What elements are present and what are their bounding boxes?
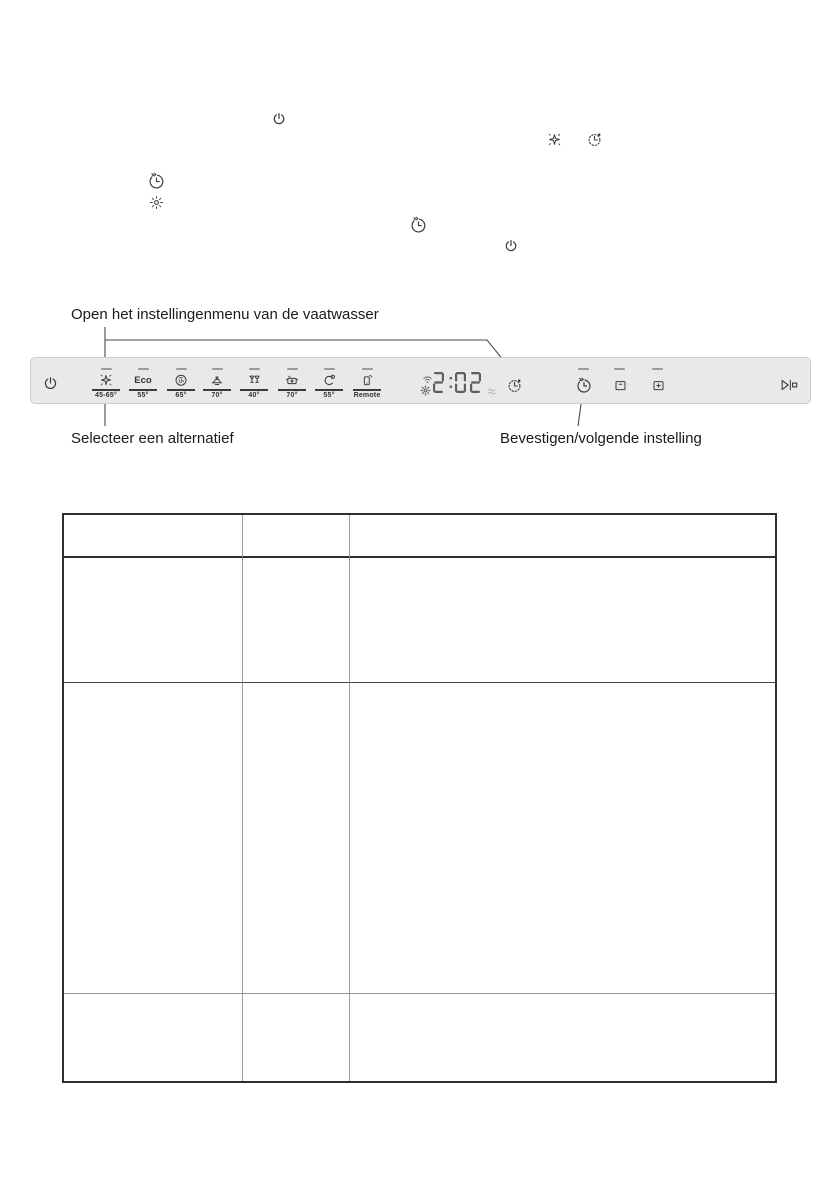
- indicator-dash: [287, 368, 298, 370]
- program-button-one-hour[interactable]: [166, 368, 196, 404]
- program-underline: [315, 389, 343, 391]
- program-underline: [353, 389, 381, 391]
- svg-text:1h: 1h: [178, 379, 184, 385]
- minus-box-icon: [613, 378, 628, 393]
- settings-clock-icon: [506, 377, 523, 394]
- callout-open-settings-menu: Open het instellingenmenu van de vaatwasser: [71, 306, 379, 323]
- delay-start-icon: [409, 215, 428, 234]
- table-cell: [64, 558, 243, 683]
- callout-select-alternative: Selecteer een alternatief: [71, 430, 234, 447]
- indicator-dash: [249, 368, 260, 370]
- delay-start-button[interactable]: [575, 376, 593, 394]
- program-button-glass[interactable]: [239, 368, 269, 404]
- power-icon: [504, 239, 518, 253]
- indicator-dash: [176, 368, 187, 370]
- program-temp-label: 70°: [286, 392, 298, 399]
- program-underline: [167, 389, 195, 391]
- time-display: [433, 372, 483, 393]
- quick-program-icon: [99, 373, 113, 387]
- table-cell: [64, 994, 243, 1081]
- dish-icon: [210, 373, 224, 387]
- program-underline: [278, 389, 306, 391]
- indicator-dash: [138, 368, 149, 370]
- program-button-remote[interactable]: [352, 368, 382, 404]
- program-temp-label: 55°: [323, 392, 335, 399]
- power-icon: [272, 112, 286, 126]
- table-header-cell: [243, 515, 350, 558]
- delay-start-icon: [147, 171, 166, 190]
- eco-label: Eco: [134, 375, 152, 386]
- settings-clock-button[interactable]: [506, 377, 523, 394]
- indicator-dash: [652, 368, 663, 370]
- program-temp-label: Remote: [353, 392, 381, 399]
- remote-phone-icon: [360, 373, 374, 387]
- wifi-icon: [422, 374, 433, 384]
- program-temp-label: 70°: [211, 392, 223, 399]
- brightness-icon: [149, 195, 164, 210]
- quick-program-icon: [547, 132, 562, 147]
- table-header-cell: [350, 515, 775, 558]
- delay-start-icon: [575, 376, 593, 394]
- indicator-dash: [578, 368, 589, 370]
- settings-table: [62, 513, 777, 1083]
- program-button-machine-care[interactable]: [277, 368, 307, 404]
- program-temp-label: 55°: [137, 392, 149, 399]
- program-button-quick[interactable]: [91, 368, 121, 404]
- glassware-icon: [247, 373, 261, 387]
- indicator-dash: [614, 368, 625, 370]
- one-hour-icon: [174, 373, 188, 387]
- program-button-night[interactable]: [314, 368, 344, 404]
- water-tap-icon: [487, 387, 497, 396]
- table-cell: [243, 683, 350, 994]
- program-temp-label: 65°: [175, 392, 187, 399]
- power-icon: [43, 376, 58, 391]
- power-button[interactable]: [43, 376, 58, 391]
- indicator-dash: [212, 368, 223, 370]
- indicator-dash: [324, 368, 335, 370]
- table-cell: [350, 683, 775, 994]
- plus-box-icon: [651, 378, 666, 393]
- control-panel: [30, 357, 811, 404]
- program-underline: [240, 389, 268, 391]
- dispenser-plus-button[interactable]: [651, 378, 666, 393]
- program-temp-label: 40°: [248, 392, 260, 399]
- callout-confirm-next: Bevestigen/volgende instelling: [500, 430, 702, 447]
- table-cell: [350, 558, 775, 683]
- program-underline: [129, 389, 157, 391]
- play-pause-button[interactable]: [781, 379, 798, 391]
- program-button-eco[interactable]: [128, 368, 158, 404]
- table-cell: [243, 994, 350, 1081]
- table-cell: [350, 994, 775, 1081]
- settings-clock-icon: [586, 131, 603, 148]
- table-header-cell: [64, 515, 243, 558]
- indicator-dash: [362, 368, 373, 370]
- program-button-intensive[interactable]: [202, 368, 232, 404]
- dispenser-minus-button[interactable]: [613, 378, 628, 393]
- night-clock-icon: [322, 373, 336, 387]
- pot-plus-icon: [285, 373, 299, 387]
- brightness-icon: [420, 385, 431, 396]
- table-cell: [64, 683, 243, 994]
- program-temp-label: 45-65°: [95, 392, 117, 399]
- indicator-dash: [101, 368, 112, 370]
- program-underline: [203, 389, 231, 391]
- table-cell: [243, 558, 350, 683]
- play-pause-icon: [781, 379, 798, 391]
- program-underline: [92, 389, 120, 391]
